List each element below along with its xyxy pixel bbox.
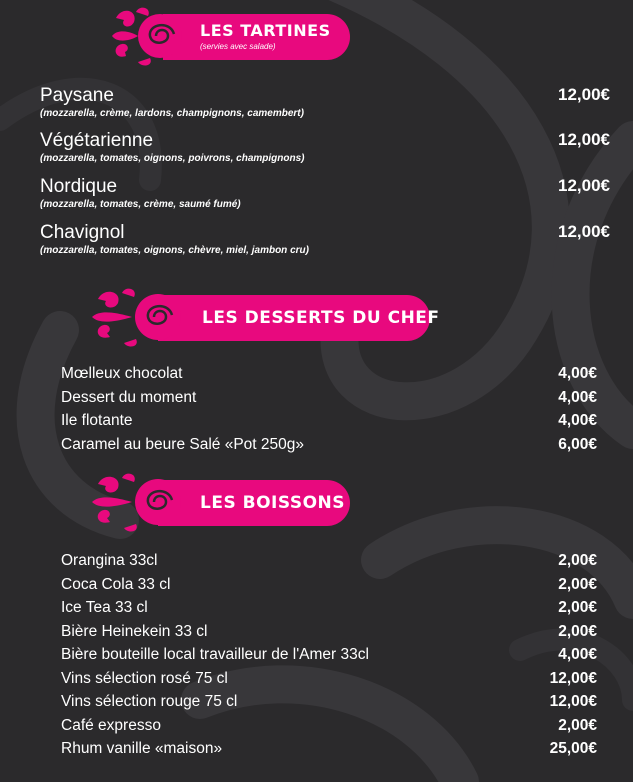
- boisson-name: Vins sélection rosé 75 cl: [61, 669, 228, 687]
- boisson-row: [61, 549, 597, 573]
- tartine-name: Végétarienne: [40, 130, 154, 151]
- dessert-name: Ile flotante: [61, 412, 133, 429]
- desserts-list: [61, 362, 597, 456]
- boisson-price: 12,00€: [549, 693, 597, 710]
- dessert-row: [61, 409, 597, 433]
- dessert-price: 4,00€: [558, 412, 597, 429]
- dessert-name: Dessert du moment: [61, 388, 197, 406]
- boisson-name: Orangina 33cl: [61, 552, 158, 569]
- boisson-price: 2,00€: [558, 552, 597, 569]
- tartine-price: 12,00€: [558, 130, 610, 149]
- flourish-ornament-icon: [108, 6, 188, 68]
- dessert-row: [61, 386, 597, 410]
- tartine-item: [40, 176, 610, 211]
- desserts-banner: [88, 295, 440, 341]
- boisson-price: 2,00€: [558, 716, 597, 734]
- tartine-description: (mozzarella, tomates, crème, saumé fumé): [40, 199, 241, 210]
- tartine-price: 12,00€: [558, 176, 610, 195]
- boisson-name: Rhum vanille «maison»: [61, 740, 223, 757]
- boisson-price: 2,00€: [558, 599, 597, 616]
- flourish-ornament-icon: [88, 472, 184, 534]
- dessert-price: 4,00€: [558, 388, 597, 406]
- tartine-description: (mozzarella, crème, lardons, champignons, camembert): [40, 108, 304, 119]
- boisson-price: 2,00€: [558, 622, 597, 640]
- tartine-description: (mozzarella, tomates, oignons, poivrons, champignons): [40, 153, 305, 164]
- tartine-name: Chavignol: [40, 222, 125, 243]
- tartine-name: Nordique: [40, 176, 118, 197]
- dessert-name: Mœlleux chocolat: [61, 365, 183, 382]
- boissons-title: LES BOISSONS: [200, 493, 345, 513]
- boisson-name: Café expresso: [61, 716, 161, 734]
- boisson-row: [61, 596, 597, 620]
- flourish-ornament-icon: [88, 287, 184, 349]
- dessert-row: [61, 433, 597, 457]
- boisson-row: [61, 737, 597, 761]
- tartine-item: [40, 222, 610, 257]
- boisson-price: 12,00€: [549, 669, 597, 687]
- boissons-list: [61, 549, 597, 761]
- dessert-price: 6,00€: [558, 435, 597, 453]
- tartine-price: 12,00€: [558, 222, 610, 241]
- tartine-item: [40, 130, 610, 165]
- dessert-row: [61, 362, 597, 386]
- tartines-subtitle: (servies avec salade): [200, 42, 276, 51]
- boisson-price: 25,00€: [549, 740, 597, 757]
- tartine-description: (mozzarella, tomates, oignons, chèvre, miel, jambon cru): [40, 245, 309, 256]
- tartines-banner: [108, 14, 350, 60]
- boisson-row: [61, 573, 597, 597]
- boisson-price: 4,00€: [558, 646, 597, 663]
- boisson-row: [61, 620, 597, 644]
- boisson-name: Bière bouteille local travailleur de l'Amer 33cl: [61, 646, 369, 663]
- boisson-row: [61, 690, 597, 714]
- boisson-row: [61, 667, 597, 691]
- boisson-name: Bière Heinekein 33 cl: [61, 622, 208, 640]
- dessert-name: Caramel au beure Salé «Pot 250g»: [61, 435, 304, 453]
- tartines-title: LES TARTINES: [200, 21, 331, 40]
- desserts-title: LES DESSERTS DU CHEF: [202, 308, 440, 328]
- boisson-name: Coca Cola 33 cl: [61, 575, 171, 593]
- boissons-banner: [88, 480, 350, 526]
- tartine-item: [40, 85, 610, 120]
- boisson-row: [61, 643, 597, 667]
- dessert-price: 4,00€: [558, 365, 597, 382]
- boisson-row: [61, 714, 597, 738]
- tartine-price: 12,00€: [558, 85, 610, 104]
- boisson-name: Ice Tea 33 cl: [61, 599, 148, 616]
- boisson-name: Vins sélection rouge 75 cl: [61, 693, 238, 710]
- boisson-price: 2,00€: [558, 575, 597, 593]
- tartine-name: Paysane: [40, 85, 114, 106]
